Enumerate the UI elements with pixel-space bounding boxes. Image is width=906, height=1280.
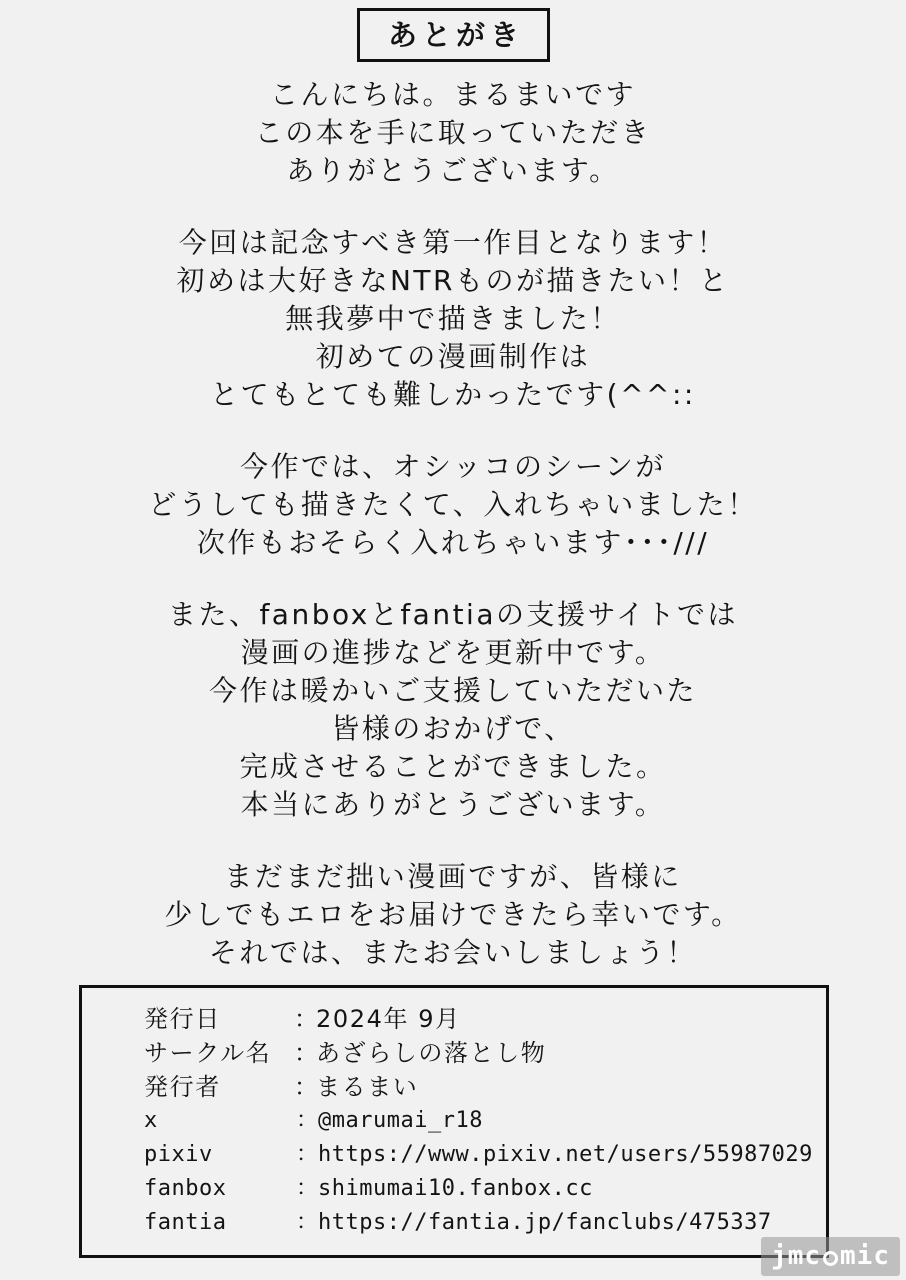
text-line: 今作では、オシッコのシーンが bbox=[240, 450, 666, 483]
colophon-separator: ： bbox=[296, 1176, 319, 1201]
colophon-row-fantia bbox=[144, 1206, 826, 1240]
text-line: この本を手に取っていただき bbox=[254, 116, 652, 149]
afterword-title-box bbox=[357, 8, 550, 62]
text-line: それでは、またお会いしましょう！ bbox=[208, 936, 697, 969]
colophon-label: サークル名 bbox=[144, 1039, 272, 1067]
colophon-separator: ： bbox=[294, 1073, 320, 1101]
colophon-row-publisher bbox=[144, 1070, 826, 1104]
text-line: とてもとても難しかったです(^^:: bbox=[210, 378, 696, 411]
text-line: 次作もおそらく入れちゃいます･･･/// bbox=[196, 526, 710, 559]
colophon-row-circle-name bbox=[144, 1036, 826, 1070]
colophon-row-fanbox bbox=[144, 1172, 826, 1206]
colophon-label: pixiv bbox=[144, 1142, 213, 1167]
watermark bbox=[761, 1237, 900, 1276]
text-line: ありがとうございます。 bbox=[286, 154, 620, 187]
colophon-row-x bbox=[144, 1104, 826, 1138]
colophon-row-pixiv bbox=[144, 1138, 826, 1172]
text-line: 少しでもエロをお届けできたら幸いです。 bbox=[164, 898, 742, 931]
text-line: 初めは大好きなNTRものが描きたい！と bbox=[176, 264, 730, 297]
colophon-value[interactable]: @marumai_r18 bbox=[318, 1108, 483, 1133]
colophon-value[interactable]: https://www.pixiv.net/users/55987029 bbox=[318, 1142, 813, 1167]
text-line: 漫画の進捗などを更新中です。 bbox=[240, 636, 666, 669]
colophon-separator: ： bbox=[296, 1108, 319, 1133]
colophon-value: あざらしの落とし物 bbox=[316, 1039, 547, 1067]
text-line: 初めての漫画制作は bbox=[315, 340, 591, 373]
text-line: どうしても描きたくて、入れちゃいました！ bbox=[148, 488, 758, 521]
page-title: あとがき bbox=[387, 17, 524, 52]
text-line: 本当にありがとうございます。 bbox=[240, 788, 666, 821]
text-line: 今作は暖かいご支援していただいた bbox=[208, 674, 697, 707]
watermark-left-text: jmc bbox=[771, 1241, 822, 1271]
colophon-box bbox=[79, 985, 829, 1258]
text-line: また、fanboxとfantiaの支援サイトでは bbox=[167, 598, 739, 631]
watermark-circle-icon bbox=[823, 1251, 838, 1266]
colophon-separator: ： bbox=[294, 1039, 320, 1067]
colophon-value[interactable]: shimumai10.fanbox.cc bbox=[318, 1176, 593, 1201]
colophon-label: x bbox=[144, 1108, 158, 1133]
paragraph-support-sites bbox=[0, 596, 906, 824]
colophon-label: fantia bbox=[144, 1210, 227, 1235]
paragraph-closing bbox=[0, 858, 906, 972]
afterword-body bbox=[0, 70, 906, 1000]
text-line: 無我夢中で描きました！ bbox=[285, 302, 621, 335]
colophon-label: 発行日 bbox=[144, 1005, 221, 1033]
colophon-value[interactable]: https://fantia.jp/fanclubs/475337 bbox=[318, 1210, 772, 1235]
colophon-value: まるまい bbox=[316, 1073, 419, 1101]
text-line: こんにちは。まるまいです bbox=[269, 78, 636, 111]
colophon-separator: ： bbox=[296, 1142, 319, 1167]
colophon-row-publish-date bbox=[144, 1002, 826, 1036]
text-line: 完成させることができました。 bbox=[239, 750, 667, 783]
text-line: 今回は記念すべき第一作目となります！ bbox=[178, 226, 728, 259]
colophon-label: fanbox bbox=[144, 1176, 227, 1201]
paragraph-greeting bbox=[0, 76, 906, 190]
paragraph-scene-note bbox=[0, 448, 906, 562]
colophon-value: 2024年 9月 bbox=[316, 1005, 461, 1033]
colophon-separator: ： bbox=[294, 1005, 320, 1033]
text-line: まだまだ拙い漫画ですが、皆様に bbox=[224, 860, 682, 893]
colophon-separator: ： bbox=[296, 1210, 319, 1235]
text-line: 皆様のおかげで、 bbox=[331, 712, 575, 745]
colophon-label: 発行者 bbox=[144, 1073, 221, 1101]
paragraph-first-work bbox=[0, 224, 906, 414]
watermark-right-text: mic bbox=[840, 1241, 890, 1271]
